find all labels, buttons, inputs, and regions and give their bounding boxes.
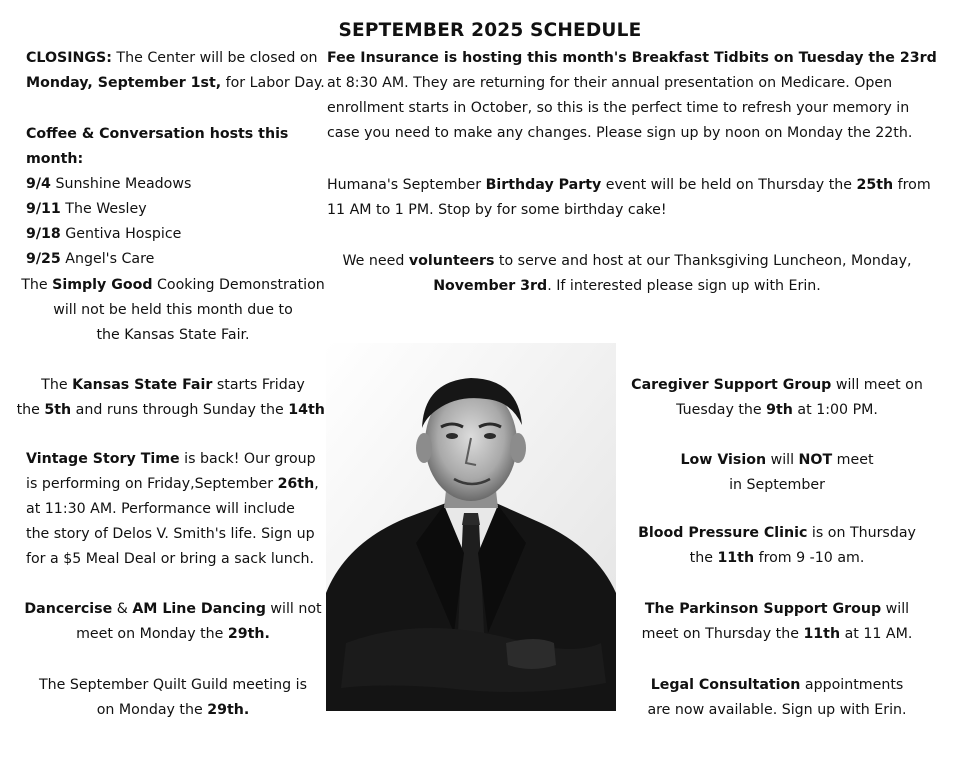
volunteers-notice: We need volunteers to serve and host at our Thanksgiving Luncheon, Monday, November 3rd. If interested please sign up with Erin.	[342, 253, 912, 294]
coffee-host-item: 9/11 The Wesley	[26, 201, 147, 217]
portrait-man-in-suit	[326, 343, 616, 711]
cooking-demo-notice: The Simply Good Cooking Demonstration will not be held this month due to the Kansas State Fair.	[21, 277, 325, 343]
coffee-host-item: 9/4 Sunshine Meadows	[26, 176, 192, 192]
insurance-notice: Fee Insurance is hosting this month's Breakfast Tidbits on Tuesday the 23rd at 8:30 AM. They are returning for their annual presentation on Medicare. Open enrollment starts in October, so this is the perfect time to refresh your memory in case you need to make any changes. Please sign up by noon on Monday the 22th.	[327, 50, 937, 141]
coffee-host-item: 9/18 Gentiva Hospice	[26, 226, 182, 242]
coffee-conversation	[26, 122, 326, 272]
insurance-heading: Fee Insurance is hosting this month's Breakfast Tidbits on Tuesday the 23rd	[327, 50, 937, 66]
portrait-photo	[326, 343, 616, 711]
birthday-party-notice: Humana's September Birthday Party event will be held on Thursday the 25th from 11 AM to 1 PM. Stop by for some birthday cake!	[327, 177, 931, 218]
dancercise-notice: Dancercise & AM Line Dancing will not meet on Monday the 29th.	[24, 601, 322, 642]
state-fair-notice: The Kansas State Fair starts Friday the 5th and runs through Sunday the 14th	[16, 377, 325, 418]
page-title: SEPTEMBER 2025 SCHEDULE	[338, 20, 642, 41]
coffee-host-item: 9/25 Angel's Care	[26, 251, 155, 267]
parkinson-notice: The Parkinson Support Group will meet on Thursday the 11th at 11 AM.	[641, 601, 913, 642]
legal-notice: Legal Consultation appointments are now available. Sign up with Erin.	[647, 677, 907, 718]
closings-notice: CLOSINGS: The Center will be closed on Monday, September 1st, for Labor Day.	[26, 50, 325, 91]
blood-pressure-notice: Blood Pressure Clinic is on Thursday the 11th from 9 -10 am.	[638, 525, 916, 566]
closings-label: CLOSINGS:	[26, 50, 112, 66]
quilt-guild-notice: The September Quilt Guild meeting is on Monday the 29th.	[39, 677, 307, 718]
low-vision-notice: Low Vision will NOT meet in September	[680, 452, 874, 493]
caregiver-notice: Caregiver Support Group will meet on Tuesday the 9th at 1:00 PM.	[631, 377, 923, 418]
story-time-notice: Vintage Story Time is back! Our group is performing on Friday,September 26th, at 11:30 AM. Performance will include the story of Delos V. Smith's life. Sign up for a $5 Meal Deal or bring a sack lunch.	[26, 451, 319, 567]
closings-date: Monday, September 1st,	[26, 75, 222, 91]
coffee-heading: Coffee & Conversation hosts this month:	[26, 126, 289, 167]
